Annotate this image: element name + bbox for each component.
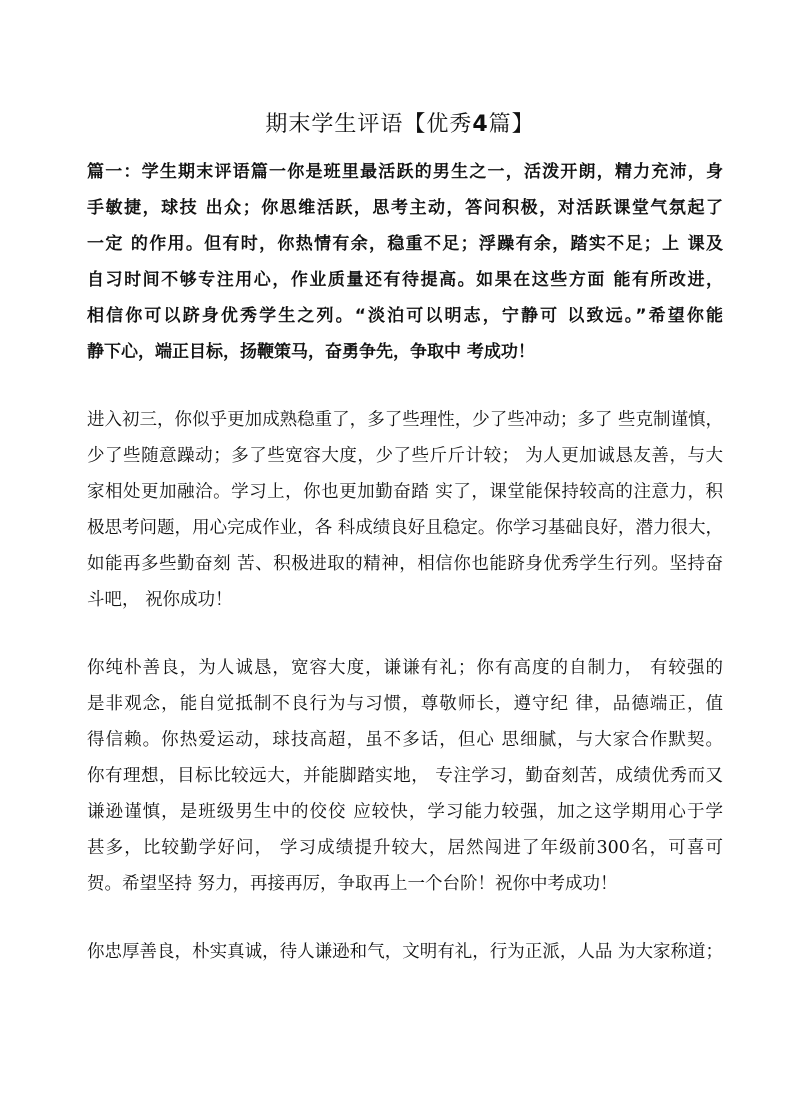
- text-line: 你忠厚善良，朴实真诚，待人谦逊和气，文明有礼，行为正派，人品 为大家称道；: [87, 942, 723, 962]
- text-line: 得信赖。你热爱运动，球技高超，虽不多话，但心 思细腻，与大家合作默契。: [87, 730, 723, 750]
- text-line: 甚多，比较勤学好问， 学习成绩提升较大，居然闯进了年级前300名，可喜可: [87, 838, 723, 858]
- text-line: 篇一：学生期末评语篇一你是班里最活跃的男生之一，活泼开朗，精力充沛，身: [87, 162, 723, 182]
- text-line: 一定 的作用。但有时，你热情有余，稳重不足；浮躁有余，踏实不足；上 课及: [87, 234, 723, 254]
- text-line: 你有理想，目标比较远大，并能脚踏实地， 专注学习，勤奋刻苦，成绩优秀而又: [87, 766, 723, 786]
- paragraph-3: [87, 650, 723, 902]
- text-line: 进入初三，你似乎更加成熟稳重了，多了些理性，少了些冲动；多了 些克制谨慎，: [87, 410, 723, 430]
- text-line: 静下心，端正目标，扬鞭策马，奋勇争先，争取中 考成功！: [87, 342, 535, 362]
- text-line: 少了些随意躁动；多了些宽容大度，少了些斤斤计较； 为人更加诚恳友善，与大: [87, 446, 723, 466]
- text-line: 谦逊谨慎，是班级男生中的佼佼 应较快，学习能力较强，加之这学期用心于学: [87, 802, 723, 822]
- document-title: [0, 109, 800, 141]
- text-line: 家相处更加融洽。学习上，你也更加勤奋踏 实了，课堂能保持较高的注意力，积: [87, 482, 723, 502]
- text-line: 手敏捷，球技 出众；你思维活跃，思考主动，答问积极，对活跃课堂气氛起了: [87, 198, 723, 218]
- text-line: 你纯朴善良，为人诚恳，宽容大度，谦谦有礼；你有高度的自制力， 有较强的: [87, 658, 723, 678]
- text-line: 贺。希望坚持 努力，再接再厉，争取再上一个台阶！祝你中考成功！: [87, 874, 618, 894]
- text-line: 相信你可以跻身优秀学生之列。“淡泊可以明志，宁静可 以致远。”希望你能: [87, 306, 723, 326]
- text-line: 自习时间不够专注用心，作业质量还有待提高。如果在这些方面 能有所改进，: [87, 270, 723, 290]
- title-text: 期末学生评语【优秀: [265, 111, 473, 137]
- paragraph-2: [87, 402, 723, 618]
- title-number: 4: [472, 111, 489, 137]
- text-line: 如能再多些勤奋刻 苦、积极进取的精神，相信你也能跻身优秀学生行列。坚持奋: [87, 554, 723, 574]
- text-line: 极思考问题，用心完成作业，各 科成绩良好且稳定。你学习基础良好，潜力很大，: [87, 518, 723, 538]
- paragraph-4: [87, 934, 723, 970]
- text-line: 是非观念，能自觉抵制不良行为与习惯，尊敬师长，遵守纪 律，品德端正，值: [87, 694, 723, 714]
- text-line: 斗吧， 祝你成功！: [87, 590, 233, 610]
- paragraph-1: [87, 154, 723, 370]
- title-end: 篇】: [488, 111, 535, 137]
